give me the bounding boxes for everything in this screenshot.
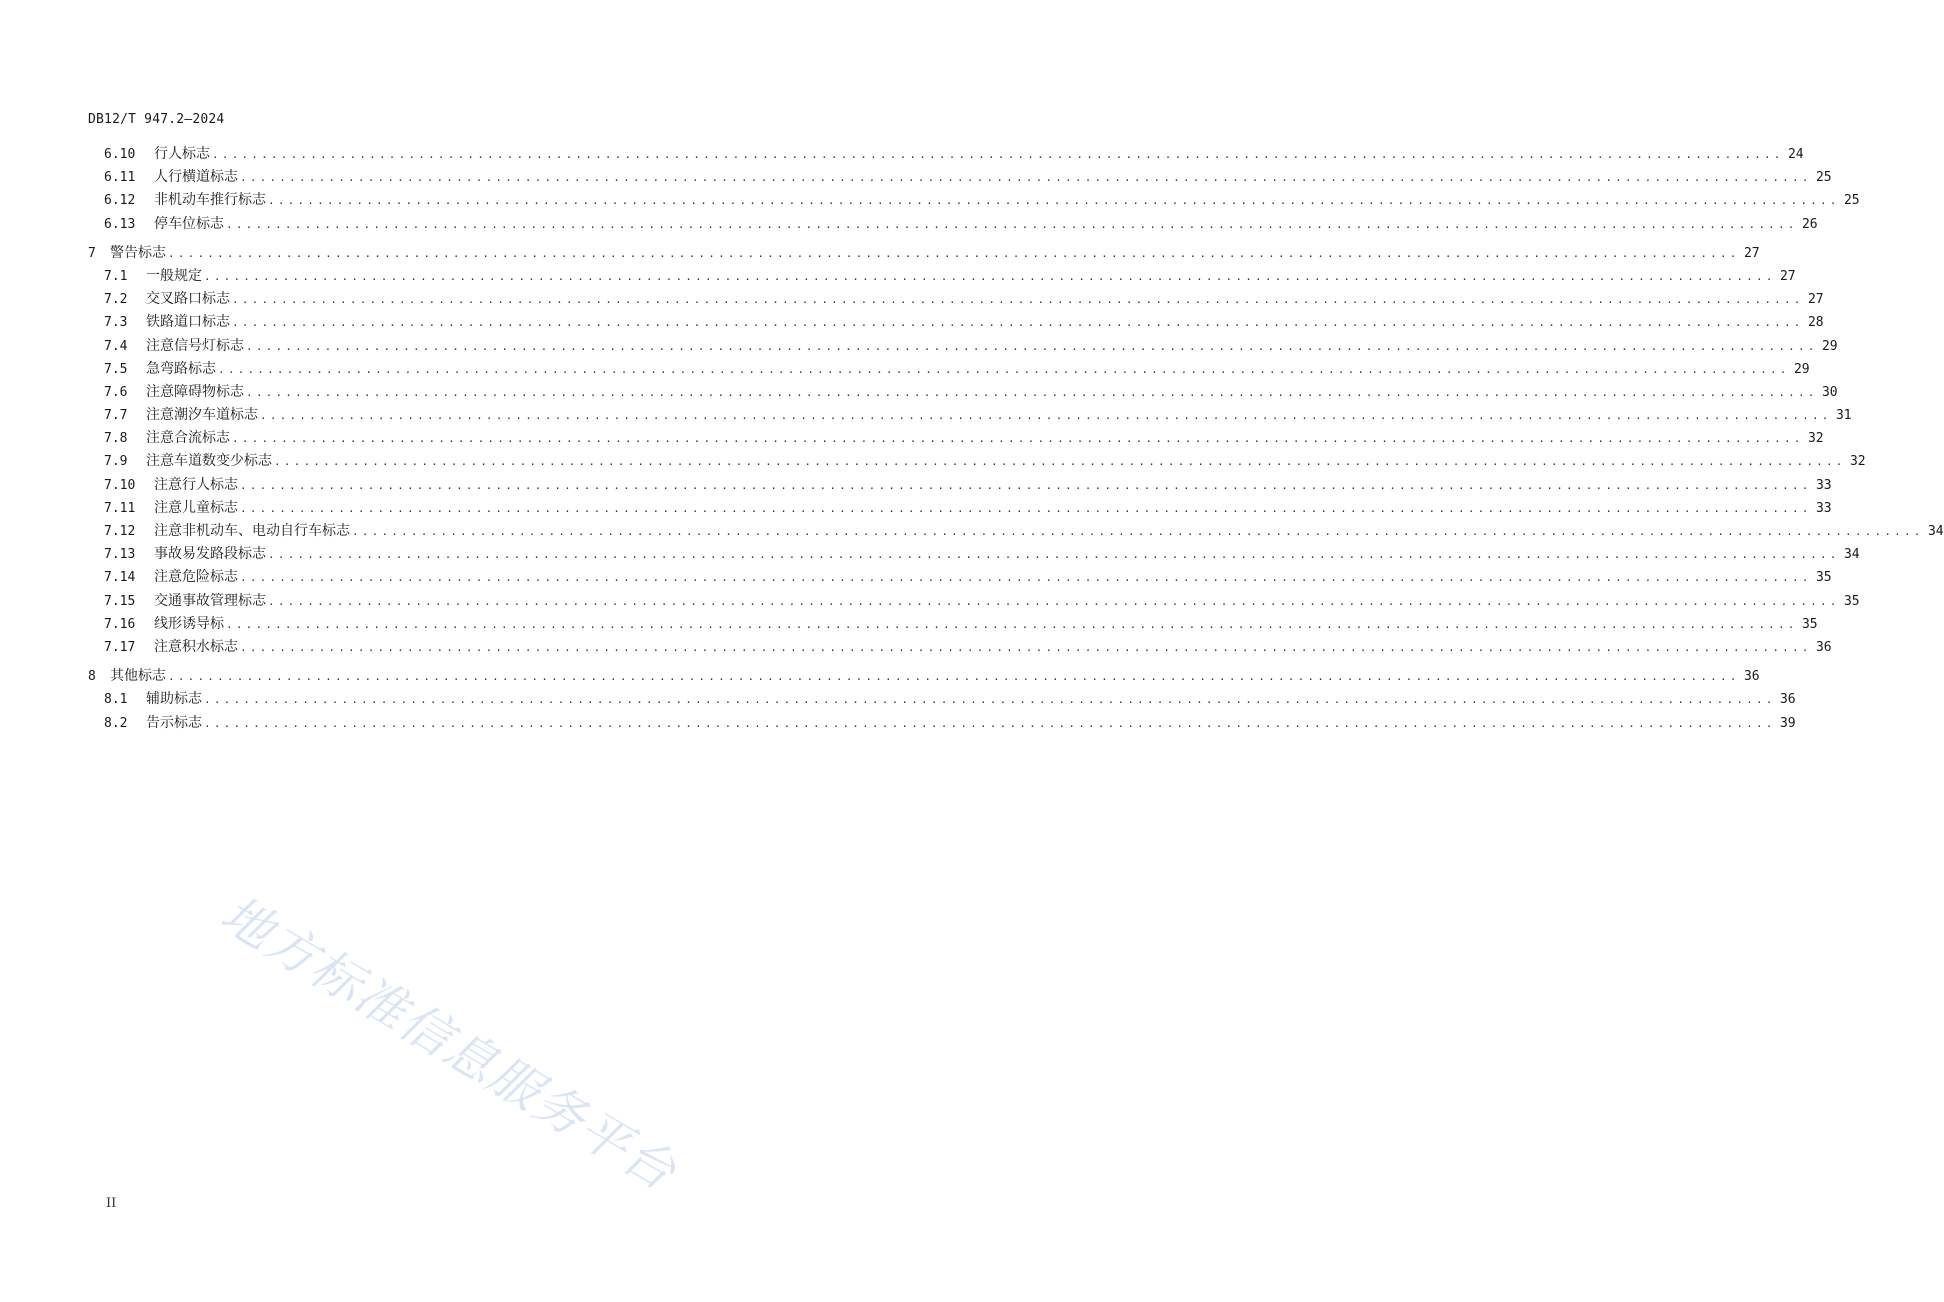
toc-entry[interactable]: [88, 636, 1832, 659]
toc-leader-dots: ................................................................................................................................................................: [268, 594, 1840, 608]
toc-leader-dots: ................................................................................................................................................................: [260, 409, 1832, 423]
toc-entry-title: 注意积水标志: [154, 638, 238, 655]
toc-entry-page: 25: [1815, 170, 1832, 186]
toc-entry-page: 27: [1743, 245, 1760, 261]
toc-leader-dots: ................................................................................................................................................................: [204, 716, 1776, 730]
toc-entry-title: 行人标志: [154, 146, 210, 162]
toc-entry[interactable]: [88, 665, 1760, 688]
toc-leader-dots: ................................................................................................................................................................: [246, 339, 1818, 353]
toc-leader-dots: ................................................................................................................................................................: [212, 148, 1784, 161]
toc-entry[interactable]: [88, 213, 1818, 236]
toc-entry-title: 铁路道口标志: [146, 314, 230, 331]
toc-entry-number: 8.1: [104, 692, 128, 708]
toc-leader-dots: ................................................................................................................................................................: [268, 194, 1840, 208]
toc-entry[interactable]: [88, 543, 1860, 566]
toc-entry-page: 29: [1821, 338, 1838, 354]
toc-entry-page: 33: [1815, 500, 1832, 516]
toc-leader-dots: ................................................................................................................................................................: [204, 693, 1776, 707]
toc-leader-dots: ................................................................................................................................................................: [240, 571, 1812, 585]
toc-entry-number: 7.12: [104, 524, 136, 539]
toc-entry-title: 交通事故管理标志: [154, 592, 266, 609]
toc-entry-number: 7.1: [104, 268, 128, 284]
toc-entry[interactable]: [88, 520, 1944, 543]
toc-entry[interactable]: [88, 358, 1810, 381]
toc-entry-page: 26: [1801, 216, 1818, 232]
toc-entry-title: 注意合流标志: [146, 430, 230, 447]
toc-entry-title: 注意行人标志: [154, 476, 238, 493]
toc-entry[interactable]: [88, 404, 1852, 427]
toc-entry-number: 8: [88, 669, 96, 685]
toc-entry[interactable]: [88, 712, 1796, 735]
toc-entry-number: 7.7: [104, 408, 128, 424]
footer-page-number: II: [106, 1196, 117, 1211]
toc-entry-title: 注意潮汐车道标志: [146, 407, 258, 424]
toc-entry[interactable]: [88, 566, 1832, 589]
toc-entry-page: 29: [1793, 361, 1810, 377]
toc-entry-page: 30: [1821, 384, 1838, 400]
toc-entry[interactable]: [88, 427, 1824, 450]
toc-entry-title: 注意儿童标志: [154, 499, 238, 516]
toc-entry-title: 停车位标志: [154, 215, 224, 232]
toc-entry-page: 36: [1779, 692, 1796, 708]
toc-entry[interactable]: [88, 311, 1824, 334]
toc-entry-number: 6.13: [104, 216, 136, 232]
toc-entry-page: 31: [1835, 408, 1852, 424]
toc-entry[interactable]: [88, 242, 1760, 265]
table-of-contents: [88, 143, 1944, 735]
toc-entry-page: 35: [1815, 570, 1832, 586]
toc-entry[interactable]: [88, 143, 1804, 166]
toc-entry-title: 告示标志: [146, 714, 202, 731]
watermark-text: 地方标准信息服务平台: [211, 884, 687, 1203]
toc-entry-page: 36: [1815, 639, 1832, 655]
toc-leader-dots: ................................................................................................................................................................: [240, 640, 1812, 654]
toc-entry-number: 7.17: [104, 639, 136, 655]
toc-entry[interactable]: [88, 450, 1866, 473]
toc-entry-page: 32: [1807, 431, 1824, 447]
toc-entry-title: 事故易发路段标志: [154, 546, 266, 563]
toc-entry-title: 非机动车推行标志: [154, 192, 266, 209]
toc-entry-title: 注意车道数变少标志: [146, 453, 272, 470]
toc-entry-page: 35: [1801, 616, 1818, 632]
toc-entry-page: 25: [1843, 193, 1860, 209]
toc-entry-page: 24: [1787, 147, 1804, 162]
toc-entry-number: 7.9: [104, 454, 128, 470]
toc-entry-page: 36: [1743, 669, 1760, 685]
toc-entry-title: 交叉路口标志: [146, 291, 230, 308]
toc-entry-page: 34: [1843, 547, 1860, 563]
toc-entry-title: 线形诱导标: [154, 615, 224, 632]
toc-entry[interactable]: [88, 613, 1818, 636]
toc-entry-number: 7.15: [104, 593, 136, 609]
toc-leader-dots: ................................................................................................................................................................: [226, 617, 1798, 631]
toc-leader-dots: ................................................................................................................................................................: [352, 525, 1924, 538]
toc-entry-number: 7.16: [104, 616, 136, 632]
document-code-header: DB12/T 947.2—2024: [88, 112, 225, 127]
toc-entry[interactable]: [88, 590, 1860, 613]
toc-leader-dots: ................................................................................................................................................................: [232, 293, 1804, 307]
toc-entry-number: 7.10: [104, 477, 136, 493]
toc-leader-dots: ................................................................................................................................................................: [218, 362, 1790, 376]
toc-entry[interactable]: [88, 189, 1860, 212]
toc-entry-title: 一般规定: [146, 267, 202, 284]
toc-entry-number: 6.11: [104, 170, 136, 186]
toc-entry-number: 6.12: [104, 193, 136, 209]
toc-entry-title: 注意非机动车、电动自行车标志: [154, 523, 350, 539]
toc-entry-title: 注意障碍物标志: [146, 383, 244, 400]
toc-entry-number: 7: [88, 245, 96, 261]
toc-leader-dots: ................................................................................................................................................................: [268, 548, 1840, 562]
toc-entry-number: 7.4: [104, 338, 128, 354]
toc-leader-dots: ................................................................................................................................................................: [232, 316, 1804, 330]
toc-leader-dots: ................................................................................................................................................................: [240, 478, 1812, 492]
toc-entry-title: 人行横道标志: [154, 169, 238, 186]
toc-entry-title: 急弯路标志: [146, 360, 216, 377]
toc-entry[interactable]: [88, 474, 1832, 497]
toc-entry-page: 34: [1927, 524, 1944, 539]
toc-entry-number: 7.11: [104, 500, 136, 516]
toc-entry[interactable]: [88, 497, 1832, 520]
toc-entry-page: 33: [1815, 477, 1832, 493]
toc-entry-title: 注意信号灯标志: [146, 337, 244, 354]
toc-entry-page: 27: [1807, 292, 1824, 308]
toc-entry-page: 35: [1843, 593, 1860, 609]
toc-leader-dots: ................................................................................................................................................................: [232, 432, 1804, 446]
toc-entry-page: 32: [1849, 454, 1866, 470]
toc-entry-number: 6.10: [104, 147, 136, 162]
toc-entry-page: 27: [1779, 268, 1796, 284]
toc-leader-dots: ................................................................................................................................................................: [240, 501, 1812, 515]
toc-entry-title: 警告标志: [110, 244, 166, 261]
toc-entry[interactable]: [88, 688, 1796, 711]
toc-entry[interactable]: [88, 265, 1796, 288]
toc-entry-page: 28: [1807, 315, 1824, 331]
toc-leader-dots: ................................................................................................................................................................: [274, 455, 1846, 469]
toc-entry-number: 7.8: [104, 431, 128, 447]
toc-leader-dots: ................................................................................................................................................................: [226, 217, 1798, 231]
toc-entry-number: 8.2: [104, 715, 128, 731]
toc-entry-title: 辅助标志: [146, 691, 202, 708]
toc-leader-dots: ................................................................................................................................................................: [240, 171, 1812, 185]
toc-leader-dots: ................................................................................................................................................................: [168, 670, 1740, 684]
toc-entry-number: 7.5: [104, 361, 128, 377]
toc-entry-title: 注意危险标志: [154, 569, 238, 586]
toc-entry-number: 7.13: [104, 547, 136, 563]
toc-leader-dots: ................................................................................................................................................................: [246, 385, 1818, 399]
toc-entry-number: 7.14: [104, 570, 136, 586]
toc-entry[interactable]: [88, 381, 1838, 404]
toc-entry-number: 7.2: [104, 292, 128, 308]
toc-entry-number: 7.6: [104, 384, 128, 400]
toc-entry-page: 39: [1779, 715, 1796, 731]
toc-leader-dots: ................................................................................................................................................................: [204, 269, 1776, 283]
toc-entry-number: 7.3: [104, 315, 128, 331]
toc-entry[interactable]: [88, 335, 1838, 358]
toc-entry-title: 其他标志: [110, 668, 166, 685]
toc-entry[interactable]: [88, 288, 1824, 311]
toc-leader-dots: ................................................................................................................................................................: [168, 246, 1740, 260]
toc-entry[interactable]: [88, 166, 1832, 189]
